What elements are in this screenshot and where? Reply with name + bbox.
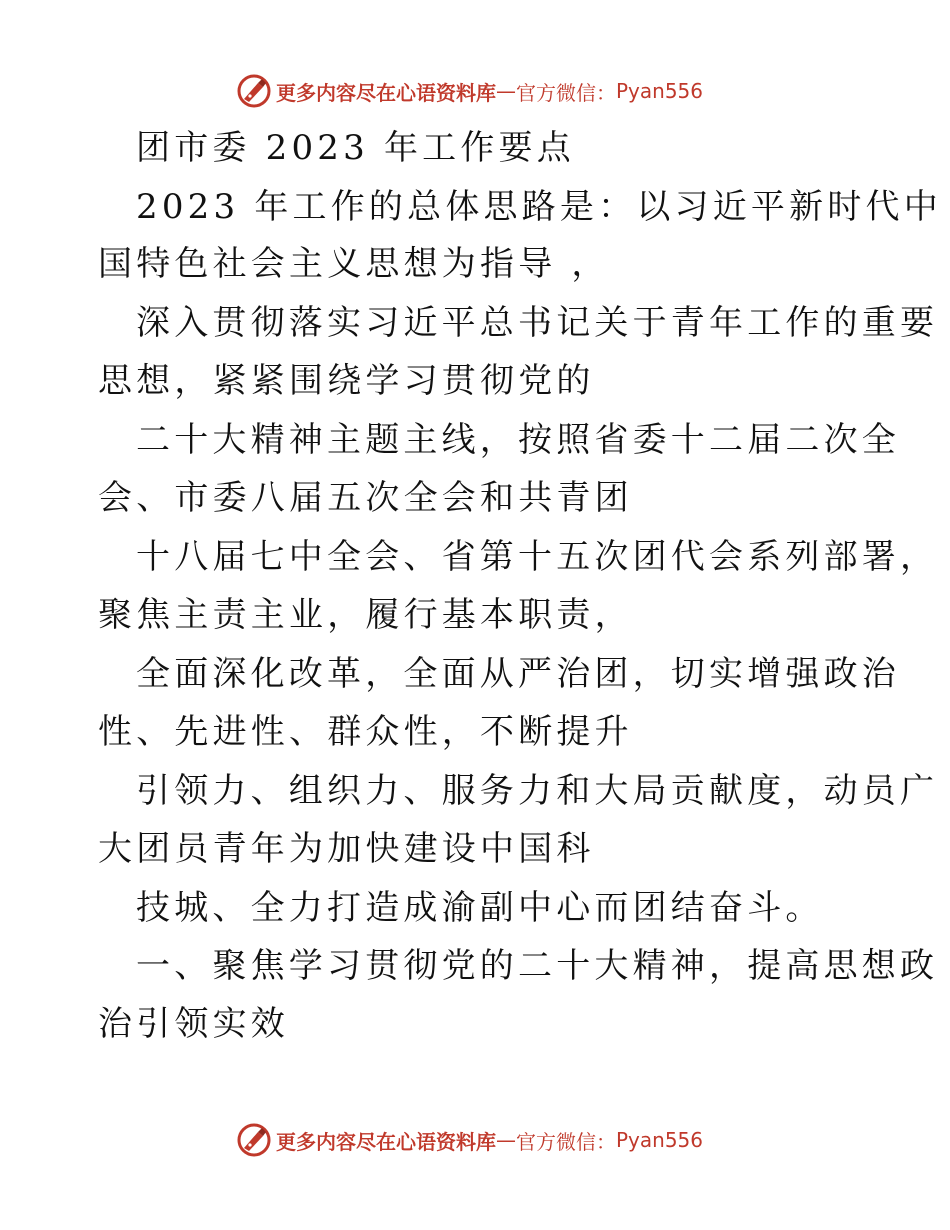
paragraph-line: 技城、全力打造成渝副中心而团结奋斗。 — [136, 888, 824, 928]
watermark-wechat-id: Pyan556 — [616, 1128, 704, 1152]
watermark-main-text: 更多内容尽在心语资料库 — [276, 1129, 496, 1154]
paragraph-line: 十八届七中全会、省第十五次团代会系列部署， — [136, 537, 939, 577]
paragraph-line: 会、市委八届五次全会和共青团 — [98, 478, 633, 518]
watermark-dash: — — [496, 1128, 516, 1152]
header-watermark — [236, 73, 703, 109]
pen-nib-logo-icon — [236, 1122, 272, 1158]
paragraph-line: 2023 年工作的总体思路是：以习近平新时代中 — [136, 187, 942, 227]
footer-watermark — [236, 1122, 703, 1158]
paragraph-line: 二十大精神主题主线，按照省委十二届二次全 — [136, 420, 900, 460]
paragraph-line: 大团员青年为加快建设中国科 — [98, 829, 595, 869]
paragraph-line: 思想，紧紧围绕学习贯彻党的 — [98, 361, 595, 401]
document-title: 团市委 2023 年工作要点 — [136, 128, 575, 168]
watermark-sub-text: 官方微信： — [516, 1129, 616, 1154]
section-heading-line: 治引领实效 — [98, 1004, 289, 1044]
pen-nib-logo-icon — [236, 73, 272, 109]
paragraph-line: 深入贯彻落实习近平总书记关于青年工作的重要 — [136, 303, 939, 343]
section-heading-line: 一、聚焦学习贯彻党的二十大精神，提高思想政 — [136, 946, 939, 986]
paragraph-line: 聚焦主责主业，履行基本职责， — [98, 595, 633, 635]
paragraph-line: 国特色社会主义思想为指导 ， — [98, 244, 610, 284]
watermark-main-text: 更多内容尽在心语资料库 — [276, 80, 496, 105]
paragraph-line: 引领力、组织力、服务力和大局贡献度，动员广 — [136, 771, 939, 811]
watermark-dash: — — [496, 79, 516, 103]
paragraph-line: 性、先进性、群众性，不断提升 — [98, 712, 633, 752]
paragraph-line: 全面深化改革，全面从严治团，切实增强政治 — [136, 654, 900, 694]
watermark-sub-text: 官方微信： — [516, 80, 616, 105]
watermark-wechat-id: Pyan556 — [616, 79, 704, 103]
